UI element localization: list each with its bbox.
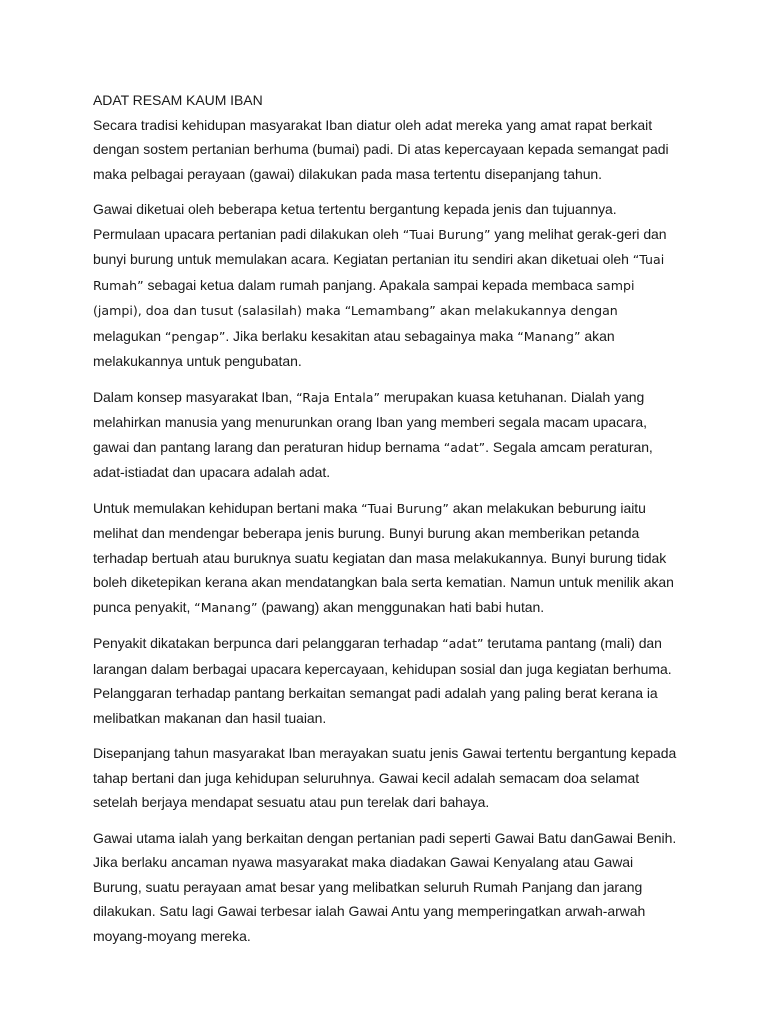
- text-run: . Segala amcam peraturan, adat-istiadat dan upacara adalah adat.: [93, 438, 653, 480]
- text-run: Untuk memulakan kehidupan bertani maka: [93, 499, 362, 516]
- quoted-term: “adat”: [442, 636, 484, 651]
- paragraph: [93, 113, 678, 187]
- quoted-term: “Manang”: [194, 599, 258, 615]
- text-run: (pawang) akan menggunakan hati babi hutan.: [257, 598, 545, 615]
- text-run: terutama pantang (mali) dan larangan dalam berbagai upacara kepercayaan, kehidupan sosial dan juga kegiatan berhuma. Pelanggaran terhadap pantang berkaitan semangat padi adalah yang paling berat kerana ia melibatkan makanan dan hasil tuaian.: [93, 635, 672, 726]
- text-run: . Jika berlaku kesakitan atau sebagainya maka: [225, 327, 518, 344]
- quoted-term: “Raja Entala”: [296, 389, 381, 405]
- paragraph: [93, 741, 678, 815]
- paragraph: [93, 826, 678, 949]
- document-page: [93, 88, 678, 959]
- document-body: [93, 113, 678, 949]
- quoted-term: “Tuai Burung”: [402, 226, 491, 242]
- text-run: yang melihat gerak-geri dan bunyi burung untuk memulakan acara. Kegiatan pertanian itu sendiri akan diketuai oleh: [93, 225, 667, 267]
- quoted-term: “adat”: [443, 439, 486, 455]
- text-run: sebagai ketua dalam rumah panjang. Apakala sampai kepada membaca: [143, 276, 597, 293]
- text-run: Gawai diketuai oleh beberapa ketua tertentu bergantung kepada jenis dan tujuannya. Permulaan upacara pertanian padi dilakukan oleh: [93, 201, 617, 242]
- document-title: ADAT RESAM KAUM IBAN: [93, 92, 263, 108]
- text-run: merupakan kuasa ketuhanan. Dialah yang melahirkan manusia yang menurunkan orang Iban yang memberi segala macam upacara, gawai dan pantang larang dan peraturan hidup bernama: [93, 388, 647, 455]
- text-run: Penyakit dikatakan berpunca dari pelanggaran terhadap: [93, 635, 443, 651]
- paragraph: [93, 496, 678, 621]
- text-run: Disepanjang tahun masyarakat Iban merayakan suatu jenis Gawai tertentu bergantung kepada tahap bertani dan juga kehidupan seluruhnya. Gawai kecil adalah semacam doa selamat setelah berjaya mendapat sesuatu atau pun terelak dari bahaya.: [93, 745, 677, 810]
- quoted-term: “Manang”: [517, 328, 581, 344]
- quoted-term: “Tuai Rumah”: [93, 252, 665, 293]
- text-run: akan melakukan beburung iaitu melihat dan mendengar beberapa jenis burung. Bunyi burung akan memberikan petanda terhadap bertuah atau buruknya suatu kegiatan dan masa melakukannya. Bunyi burung tidak boleh diketepikan kerana akan mendatangkan bala serta kematian. Namun untuk menilik akan punca penyakit,: [93, 499, 674, 615]
- paragraph: [93, 385, 678, 485]
- text-run: Gawai utama ialah yang berkaitan dengan pertanian padi seperti Gawai Batu danGawai Benih. Jika berlaku ancaman nyawa masyarakat maka diadakan Gawai Kenyalang atau Gawai Burung, suatu perayaan amat besar yang melibatkan seluruh Rumah Panjang dan jarang dilakukan. Satu lagi Gawai terbesar ialah Gawai Antu yang memperingatkan arwah-arwah moyang-moyang mereka.: [93, 829, 677, 944]
- quoted-term: “Tuai Burung”: [361, 500, 449, 516]
- quoted-term: “pengap”: [164, 328, 226, 344]
- text-run: akan melakukannya untuk pengubatan.: [93, 327, 615, 369]
- text-run: Dalam konsep masyarakat Iban,: [93, 388, 297, 405]
- paragraph: [93, 197, 678, 374]
- text-run: melagukan: [93, 327, 165, 344]
- paragraph: [93, 631, 678, 730]
- quoted-term: sampi (jampi), doa dan tusut (salasilah) maka “Lemambang” akan melakukannya dengan: [93, 277, 635, 318]
- text-run: Secara tradisi kehidupan masyarakat Iban diatur oleh adat mereka yang amat rapat berkait dengan sostem pertanian berhuma (bumai) padi. Di atas kepercayaan kepada semangat padi maka pelbagai perayaan (gawai) dilakukan pada masa tertentu disepanjang tahun.: [93, 116, 669, 182]
